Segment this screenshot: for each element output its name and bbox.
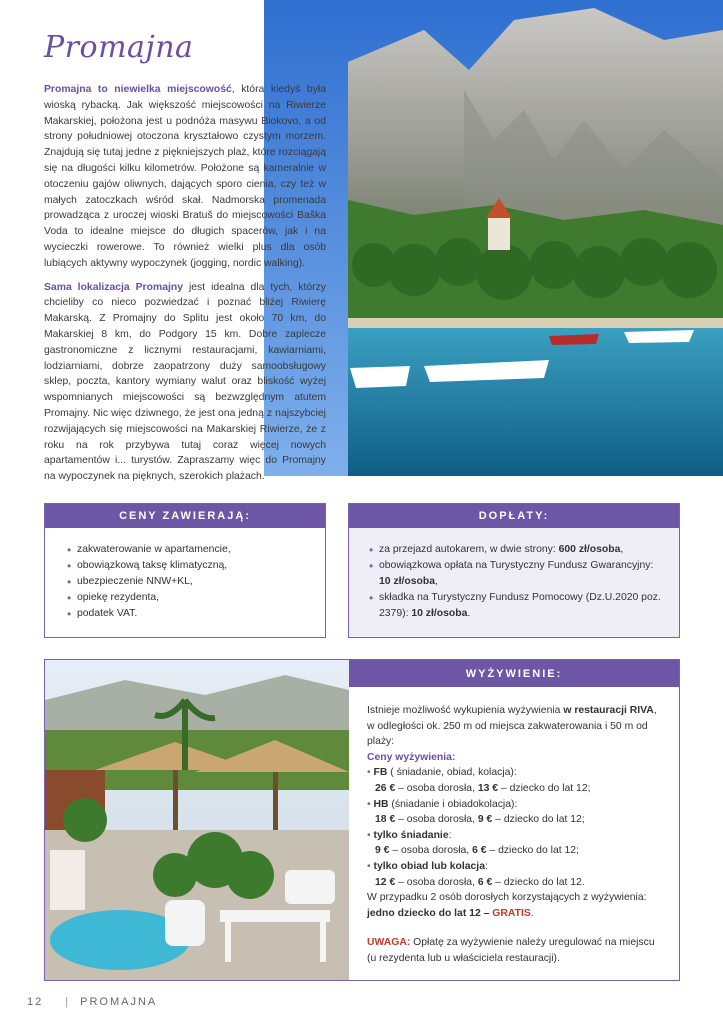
- free-offer-badge: GRATIS: [492, 907, 531, 919]
- surcharge-text: składka na Turystyczny Fundusz Pomocowy (Dz.U.2020 poz. 2379):: [379, 592, 661, 619]
- intro-lead-1: Promajna to niewielka miejscowość: [44, 84, 232, 95]
- meal-option-hb-prices: [367, 812, 663, 828]
- intro-paragraph-2: [44, 280, 326, 485]
- bullet: •: [367, 829, 374, 841]
- intro-text: [44, 82, 326, 493]
- meals-section: [44, 659, 680, 981]
- restaurant-terrace-photo: [45, 660, 349, 980]
- price-child-label: – dziecko do lat 12;: [486, 845, 579, 857]
- meal-option-desc: (śniadanie i obiadokolacja):: [388, 798, 518, 810]
- meal-option-breakfast: [367, 828, 663, 844]
- price-child: 6 €: [477, 876, 493, 888]
- surcharge-price: 10 zł/osoba: [411, 608, 468, 619]
- meal-option-name: tylko obiad lub kolacja: [373, 860, 485, 872]
- intro-paragraph-1: [44, 82, 326, 272]
- intro-lead-2: Sama lokalizacja Promajny: [44, 281, 183, 293]
- price-child: 6 €: [472, 845, 487, 857]
- list-item: • podatek VAT.: [67, 606, 325, 622]
- price-adult-label: – osoba dorosła,: [395, 782, 478, 794]
- surcharge-end: ,: [435, 576, 438, 587]
- hero-photo-mountains-coast: [264, 0, 723, 476]
- note-text: Opłatę za wyżywienie należy uregulować na miejscu (u rezydenta lub u właściciela restauracji).: [367, 937, 655, 964]
- meal-option-name: tylko śniadanie: [373, 829, 449, 841]
- surcharges-list: [349, 528, 679, 622]
- surcharges-box: [348, 503, 680, 638]
- surcharge-text: za przejazd autokarem, w dwie strony:: [379, 544, 559, 555]
- price-adult: 12 €: [375, 876, 396, 888]
- list-item: • obowiązkową taksę klimatyczną,: [67, 558, 325, 574]
- price-adult-label: – osoba dorosła,: [395, 814, 478, 826]
- list-item: • ubezpieczenie NNW+KL,: [67, 574, 325, 590]
- prices-include-header: CENY ZAWIERAJĄ:: [45, 504, 325, 528]
- free-child-offer: [367, 890, 663, 921]
- price-adult: 26 €: [375, 782, 396, 794]
- meals-content: [349, 687, 679, 967]
- list-item: [369, 542, 667, 558]
- price-child: 9 €: [477, 814, 493, 826]
- surcharge-text: obowiązkowa opłata na Turystyczny Fundusz Gwarancyjny:: [379, 560, 654, 571]
- meals-intro-text: , w odległości ok. 250 m od miejsca zakwaterowania i 50 m od plaży:: [367, 705, 657, 748]
- price-child-label: – dziecko do lat 12;: [498, 782, 591, 794]
- meal-option-desc: :: [448, 829, 452, 841]
- payment-note: [367, 935, 663, 966]
- intro-body-1: , która kiedyś była wioską rybacką. Jak większość miejscowości na Riwierze Makarskiej, położona jest u podnóża masywu Biokovo, a od strony południowej otoczona kryształowo czystym morzem. Znajdują się tutaj jedne z piękniejszych plaż, które rozciągają się na długości kilku kilometrów. Położone są kameralnie w otoczeniu gajów oliwnych, dających sporo cienia, czy też w małych zatoczkach wśród skał. Nadmorska promenada prowadząca z uroczej wioski Bratuš do miejscowości Baška Voda to idealne miejsce do długich spacerów, jak i na wycieczki rowerowe. To również wielki plus dla osób lubiących aktywny wypoczynek (jogging, nordic walking).: [44, 84, 326, 269]
- meal-option-fb-prices: [367, 781, 663, 797]
- surcharge-price: 600 zł/osoba: [558, 544, 621, 555]
- surcharge-price: 10 zł/osoba: [379, 576, 436, 587]
- price-child-label: – dziecko do lat 12;: [492, 814, 585, 826]
- prices-include-list: [45, 528, 325, 622]
- meals-intro-text: Istnieje możliwość wykupienia wyżywienia: [367, 705, 564, 716]
- free-offer-end: .: [530, 907, 534, 919]
- meals-header: WYŻYWIENIE:: [349, 660, 679, 687]
- bullet: •: [367, 767, 374, 779]
- restaurant-name: w restauracji RIVA: [563, 705, 654, 716]
- footer-section-name: PROMAJNA: [80, 996, 158, 1008]
- price-adult: 18 €: [375, 814, 396, 826]
- meal-option-desc: :: [484, 860, 488, 872]
- meal-prices-label: Ceny wyżywienia:: [367, 751, 456, 763]
- prices-include-box: [44, 503, 326, 638]
- price-adult: 9 €: [375, 845, 390, 857]
- meal-option-name: HB: [373, 798, 389, 810]
- surcharge-end: .: [467, 608, 471, 619]
- meals-panel: [349, 660, 679, 980]
- price-child-label: – dziecko do lat 12.: [492, 876, 585, 888]
- bullet: •: [367, 798, 374, 810]
- page-footer: [27, 996, 157, 1008]
- meal-option-breakfast-prices: [367, 843, 663, 859]
- meal-option-desc: ( śniadanie, obiad, kolacja):: [387, 767, 517, 779]
- price-child: 13 €: [477, 782, 499, 794]
- price-adult-label: – osoba dorosła,: [395, 876, 478, 888]
- page-title: Promajna: [44, 30, 194, 65]
- surcharge-end: ,: [620, 544, 624, 555]
- bullet: •: [367, 860, 374, 872]
- free-offer-text: W przypadku 2 osób dorosłych korzystających z wyżywienia:: [367, 892, 647, 904]
- list-item: [369, 558, 667, 590]
- footer-divider: |: [65, 996, 71, 1008]
- meal-option-hb: [367, 797, 663, 813]
- list-item: • zakwaterowanie w apartamencie,: [67, 542, 325, 558]
- surcharges-header: DOPŁATY:: [349, 504, 679, 528]
- list-item: [369, 590, 667, 622]
- intro-body-2: jest idealna dla tych, którzy chcieliby co nieco pozwiedzać i poznać bliżej Riwierę Makarską. Z Promajny do Splitu jest około 70 km, do Makarskiej 8 km, do Podgory 15 km. Dobre zaplecze gastronomiczne z licznymi restauracjami, kawiarniami, lodziarniami, dobrze zaopatrzony duży samoobsługowy sklep, poczta, kantory wymiany walut oraz bliskość wyżej wspomnianych miejscowości są bezwzględnym atutem Promajny. Nic więc dziwnego, że jest ona jedną z najszybciej rozwijających się miejscowości na Makarskiej Riwierze, że z roku na rok przybywa tutaj coraz więcej nowych apartamentów i... turystów. Zapraszamy więc do Promajny na wypoczynek na pięknych, szerokich plażach.: [44, 281, 326, 483]
- meal-option-fb: [367, 765, 663, 781]
- free-offer-condition: jedno dziecko do lat 12 –: [367, 907, 493, 919]
- note-label: UWAGA:: [367, 937, 411, 949]
- meal-option-name: FB: [373, 767, 388, 779]
- meals-intro: [367, 703, 663, 750]
- page-number: 12: [27, 996, 44, 1008]
- price-adult-label: – osoba dorosła,: [389, 845, 473, 857]
- list-item: • opiekę rezydenta,: [67, 590, 325, 606]
- meal-option-lunch-dinner-prices: [367, 875, 663, 891]
- meal-option-lunch-dinner: [367, 859, 663, 875]
